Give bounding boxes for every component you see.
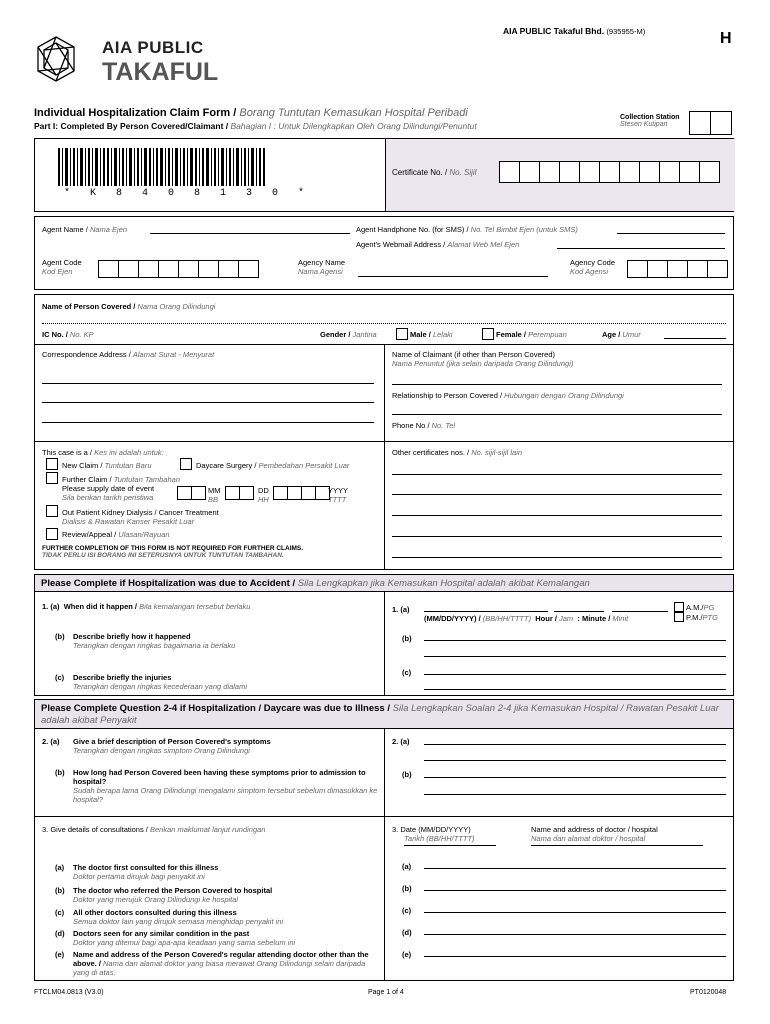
footer-ref: PT0120048 (690, 989, 727, 996)
other-cert-line-2[interactable] (392, 494, 722, 495)
q3-item-b: (b) The doctor who referred the Person Covered to hospital Doktor yang merujuk Orang Dilindungi ke hospital (55, 886, 273, 904)
agent-email-field[interactable] (557, 248, 725, 249)
logo (34, 33, 224, 89)
certificate-number-boxes[interactable] (500, 161, 720, 183)
new-claim-checkbox[interactable] (46, 458, 58, 470)
further-notice: FURTHER COMPLETION OF THIS FORM IS NOT REQUIRED FOR FURTHER CLAIMS. TIDAK PERLU ISI BORANG INI SETERUSNYA UNTUK TUNTUTAN TAMBAHAN. (42, 545, 304, 559)
date-day-boxes[interactable] (226, 486, 254, 500)
a3a-label: (a) (402, 862, 412, 871)
other-cert-line-1[interactable] (392, 474, 722, 475)
phone-label: Phone No / No. Tel (392, 421, 456, 430)
other-cert-line-5[interactable] (392, 557, 722, 558)
address-line-2[interactable] (42, 402, 374, 403)
q2a: 2. (a) Give a brief description of Person Covered's symptoms Terangkan dengan ringkas simptom Orang Dilindungi (42, 737, 271, 755)
claimant-label: Name of Claimant (if other than Person Covered) Nama Penuntut (jika selain daripada Orang Dilindungi) (392, 350, 574, 368)
person-name-field[interactable] (42, 323, 726, 324)
a1a-label: 1. (a) (392, 605, 410, 614)
a3b-label: (b) (402, 884, 412, 893)
q2b: (b) How long had Person Covered been having these symptoms prior to admission to hospital? Sudah berapa lama Orang Dilindungi mengalami simptom tersebut sebelum dimasukkan ke hospital? (55, 768, 378, 804)
q3-item-c: (c) All other doctors consulted during this illness Semua doktor lain yang dirujuk semasa menghidap penyakit ini (55, 908, 284, 926)
accident-band: Please Complete if Hospitalization was due to Accident / Sila Lengkapkan jika Kemasukan Hospital adalah akibat Kemalangan (34, 574, 734, 592)
part-title: Part I: Completed By Person Covered/Claimant / Bahagian I : Untuk Dilengkapkan Oleh Orang Dilindungi/Penuntut (34, 121, 477, 131)
accident-hour-field[interactable] (554, 611, 604, 612)
barcode (58, 148, 268, 188)
company-name: AIA PUBLIC Takaful Bhd. (935955-M) (503, 26, 646, 36)
a3-date-underline (404, 845, 496, 846)
accident-how-line-1[interactable] (424, 640, 726, 641)
accident-date-sub: (MM/DD/YYYY) / (BB/HH/TTTT) Hour / Jam : Minute / Minit (424, 614, 629, 623)
male-checkbox[interactable] (396, 328, 408, 340)
accident-minute-field[interactable] (612, 611, 668, 612)
dialysis-label: Out Patient Kidney Dialysis / Cancer Treatment Dialisis & Rawatan Kanser Pesakit Luar (62, 508, 219, 526)
agent-phone-label: Agent Handphone No. (for SMS) / No. Tel Bimbit Ejen (untuk SMS) (356, 225, 578, 234)
accident-how-line-2[interactable] (424, 656, 726, 657)
a3e-label: (e) (402, 950, 412, 959)
symptom-duration-line-2[interactable] (424, 794, 726, 795)
female-checkbox[interactable] (482, 328, 494, 340)
new-claim-label: New Claim / Tuntutan Baru (62, 461, 152, 470)
mm-label: MM BB (208, 486, 221, 504)
address-label: Correspondence Address / Alamat Surat - Menyurat (42, 350, 215, 359)
agency-code-label: Agency Code Kod Agensi (570, 258, 616, 276)
daycare-checkbox[interactable] (180, 458, 192, 470)
consult-line-e[interactable] (424, 956, 726, 957)
barcode-text: * K 8 4 0 8 1 3 0 * (64, 188, 312, 199)
female-label: Female / Perempuan (496, 330, 567, 339)
daycare-label: Daycare Surgery / Pembedahan Persakit Luar (196, 461, 350, 470)
aia-logo-icon (34, 35, 78, 85)
collection-station: Collection Station Stesen Kutipan (620, 114, 680, 128)
agent-code-boxes[interactable] (99, 260, 259, 278)
q3-item-e: (e) Name and address of the Person Covered's regular attending doctor other than the above. / Nama dan alamat doktor yang biasa merawat Orang Dilindungi selain daripada yang di atas. (55, 950, 369, 977)
relationship-field[interactable] (392, 414, 722, 415)
a2b-label: (b) (402, 770, 412, 779)
agency-code-boxes[interactable] (628, 260, 728, 278)
further-claim-label: Further Claim / Tuntutan Tambahan (62, 475, 180, 484)
agent-name-field[interactable] (150, 233, 350, 234)
accident-injury-line-2[interactable] (424, 689, 726, 690)
a3-doctor-underline (531, 845, 703, 846)
pm-checkbox[interactable] (674, 612, 684, 622)
am-label: A.M./PG (686, 603, 715, 612)
agency-name-label: Agency Name Nama Agensi (298, 258, 346, 276)
accident-date-field[interactable] (424, 611, 548, 612)
a1b-label: (b) (402, 634, 412, 643)
symptom-duration-line-1[interactable] (424, 777, 726, 778)
consult-line-d[interactable] (424, 934, 726, 935)
person-name-label: Name of Person Covered / Nama Orang Dilindungi (42, 302, 216, 311)
q1c: (c) Describe briefly the injuries Terangkan dengan ringkas kecederaan yang dialami (55, 673, 248, 691)
dd-label: DD HH (258, 486, 269, 504)
q1b: (b) Describe briefly how it happened Terangkan dengan ringkas bagaimana ia berlaku (55, 632, 236, 650)
footer-form-code: FTCLM04.0813 (V3.0) (34, 989, 104, 996)
am-checkbox[interactable] (674, 602, 684, 612)
yyyy-label: YYYY TTTT (328, 486, 349, 504)
a3-date-header: 3. Date (MM/DD/YYYY) Tarikh (BB/HH/TTTT) (392, 825, 475, 843)
date-year-boxes[interactable] (274, 486, 330, 500)
a3-doctor-header: Name and address of doctor / hospital Nama dan alamat doktor / hospital (531, 825, 658, 843)
logo-line2: TAKAFUL (102, 58, 219, 86)
footer-page: Page 1 of 4 (368, 989, 404, 996)
agency-name-field[interactable] (358, 276, 548, 277)
case-title: This case is a / Kes ini adalah untuk: (42, 448, 164, 457)
agent-phone-field[interactable] (617, 233, 725, 234)
male-label: Male / Lelaki (410, 330, 453, 339)
address-line-1[interactable] (42, 383, 374, 384)
relationship-label: Relationship to Person Covered / Hubungan dengan Orang Dilindungi (392, 391, 624, 400)
collection-station-boxes[interactable] (690, 111, 732, 135)
accident-injury-line-1[interactable] (424, 674, 726, 675)
q1a: 1. (a) When did it happen / Bila kemalangan tersebut berlaku (42, 602, 251, 611)
dialysis-checkbox[interactable] (46, 505, 58, 517)
other-cert-line-4[interactable] (392, 536, 722, 537)
review-label: Review/Appeal / Ulasan/Rayuan (62, 530, 170, 539)
address-line-3[interactable] (42, 422, 374, 423)
other-certificates-label: Other certificates nos. / No. sijil-sijil lain (392, 448, 523, 457)
symptom-line-2[interactable] (424, 760, 726, 761)
q3-item-a: (a) The doctor first consulted for this illness Doktor pertama dirujuk bagi penyakit ini (55, 863, 219, 881)
certificate-label: Certificate No. / No. Sijil (392, 168, 477, 177)
consult-line-a[interactable] (424, 868, 726, 869)
logo-line1: AIA PUBLIC (102, 38, 204, 57)
date-month-boxes[interactable] (178, 486, 206, 500)
gender-label: Gender / Jantina (320, 330, 377, 339)
a1c-label: (c) (402, 668, 412, 677)
a3d-label: (d) (402, 928, 412, 937)
q3-item-d: (d) Doctors seen for any similar condition in the past Doktor yang ditemui bagi apa-apa keadaan yang sama sebelum ini (55, 929, 296, 947)
claimant-field[interactable] (392, 384, 722, 385)
form-title: Individual Hospitalization Claim Form / Borang Tuntutan Kemasukan Hospital Peribadi (34, 107, 468, 119)
a2a-label: 2. (a) (392, 737, 410, 746)
consult-line-b[interactable] (424, 890, 726, 891)
a3c-label: (c) (402, 906, 412, 915)
ic-label: IC No. / No. KP (42, 330, 94, 339)
consult-line-c[interactable] (424, 912, 726, 913)
other-cert-line-3[interactable] (392, 515, 722, 516)
agent-name-label: Agent Name / Nama Ejen (42, 225, 128, 234)
form-letter: H (720, 30, 732, 47)
pm-label: P.M./PTG (686, 613, 718, 622)
age-label: Age / Umur (602, 330, 641, 339)
q3-label: 3. Give details of consultations / Berikan maklumat lanjut rundingan (42, 825, 266, 834)
supply-date-label: Please supply date of event Sila berikan tarikh peristiwa (62, 484, 155, 502)
symptom-line-1[interactable] (424, 744, 726, 745)
illness-band: Please Complete Question 2-4 if Hospitalization / Daycare was due to Illness / Sila Lengkapkan Soalan 2-4 jika Kemasukan Hospital / Rawatan Pesakit Luar adalah akibat Penyakit (34, 699, 734, 729)
agent-email-label: Agent's Webmail Address / Alamat Web Mel Ejen (356, 240, 520, 249)
review-checkbox[interactable] (46, 528, 58, 540)
further-claim-checkbox[interactable] (46, 472, 58, 484)
age-field[interactable] (664, 338, 726, 339)
agent-code-label: Agent Code Kod Ejen (42, 258, 82, 276)
